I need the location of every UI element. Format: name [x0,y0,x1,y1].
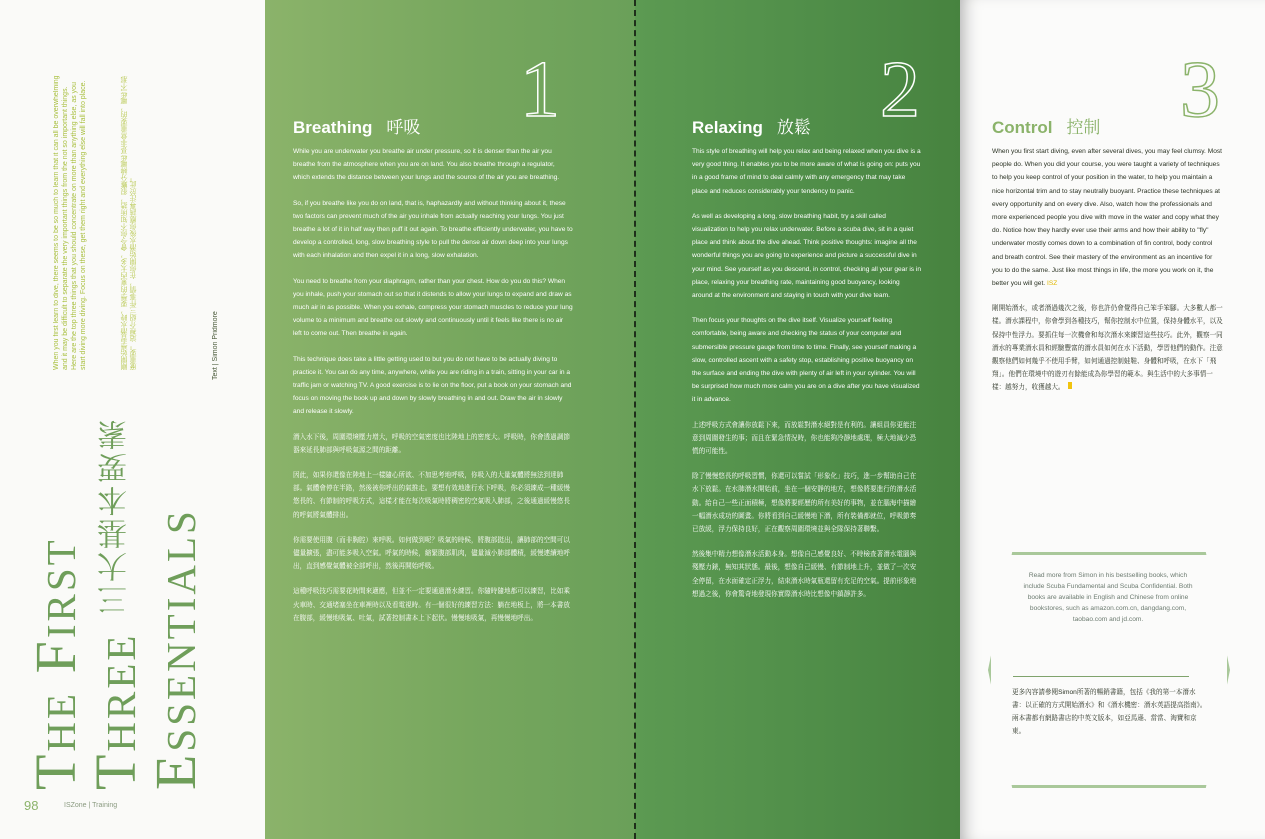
body-paragraph: 這種呼吸技巧需要花時間來適應，但並不一定要通過潛水練習。你隨時隨地都可以練習，比如乘火車時、交通堵塞坐在車裡時以及看電視時。有一個很好的練習方法：躺在地板上，將一本書放在腹部，緩慢地吸氣、吐氣，試著控制書本上下起伏。慢慢地吸氣，再慢慢地呼出。 [293,588,570,622]
feature-title-line: Three [83,632,148,790]
promo-text-zh: 更多內容請參閱Simon所著的暢銷書籍，包括《我的第一本潛水書：以正確的方式開始潛水》和《潛水機密：潛水英語提高指南》。兩本書都有網路書店的中英文版本，如亞馬遜、當當、淘寶和京東。 [1012,689,1207,735]
intro-text-en: When you first learn to dive, there seems to be so much to learn that it can all be overwhelming and it may be difficult to separate the very important things from the not so important things. Here are the top three things that you should concentrate on more than anything else, as you start diving more diving. Focus on these, get them right and everything else will fall into place. [53,75,87,370]
page-number: 98 [24,798,39,813]
body-paragraph: 因此，如果你還像在陸地上一樣隨心所欲、不加思考地呼吸，你吸入的大量氣體將無法到達肺部。氣體會停在半路，然後被你呼出的氣推走。要想有效地進行水下呼吸，你必須練成一種緩慢悠長的、有節制的呼吸方式，這樣才能在每次吸氣時將稠密的空氣吸入肺部，之後通過緩慢悠長的呼氣將氣體排出。 [293,472,570,519]
body-paragraph: So, if you breathe like you do on land, that is, haphazardly and without thinking about it, these two factors can prevent much of the air you inhale from actually reaching your lungs. You just breathe a lot of it in half way then puff it out again. To breathe efficiently underwater, you have to develop a controlled, long, slow breathing style to pull the dense air down deep into your lungs with each inhalation and then expel it in a long, slow exhalation. [293,199,573,260]
section-heading-en: Control [992,118,1053,137]
body-paragraph: While you are underwater you breathe air under pressure, so it is denser than the air you breathe from the atmosphere when you are on land. You also breathe through a regulator, which extends the distance between your lungs and the source of the air you are breathing. [293,148,560,182]
body-paragraph: As well as developing a long, slow breathing habit, try a skill called visualization to help you relax underwater. Before a scuba dive, sit in a quiet place and think about the dive ahead. Think positive thoughts: imagine all the wonderful things you are going to experience and picture a successful dive in your mind. See yourself as you descend, in control, checking all your gear is in place, relaxing your breathing rate, maintaining good buoyancy, looking around at the environment and staying in touch with your dive team. [692,212,922,300]
section-number-2: 2 [880,46,920,134]
intro-text-zh: 剛開始學習潛水時，要學的東西太多，會令你不知所措，很難分辨哪些是非常重要的，哪些不那麼重要。這裡介紹三件事情，在你開始潛水後你應該專注於此。 [121,76,137,370]
body-paragraph: 上述呼吸方式會讓你放鬆下來，而放鬆對潛水絕對是有利的。讓組員你更能注意到周圍發生的事；而且在緊急情況時，你也能夠冷靜地處理，極大地減少恐慌的可能性。 [692,421,917,456]
section-heading-relaxing [692,113,811,138]
body-paragraph: You need to breathe from your diaphragm, rather than your chest. How do you do this? When you inhale, push your stomach out so that it distends to allow your lungs to expand and draw as much air in as possible. When you exhale, compress your stomach muscles to reduce your lung volume to a minimum and breathe out slowly and continuously until it feels like there is no air left to come out. Then breathe in again. [293,277,573,338]
body-paragraph: 除了慢慢悠長的呼吸習慣，你還可以嘗試「形象化」技巧，進一步幫助自己在水下放鬆。在水肺潛水開始前，坐在一個安靜的地方，想像將要進行的潛水活動。給自己一些正面積極，想像將要經歷的所有美好的事物，並在腦海中描繪一幅潛水成功的圖畫。你將看到自己緩慢地下潛，所有裝備都就位，呼吸節奏已放緩，浮力保持良好，正在觀察周圍環境並與全隊保持著聯繫。 [692,473,917,534]
section-heading-zh: 呼吸 [386,118,421,137]
section-heading-en: Relaxing [692,118,763,137]
body-text: When you first start diving, even after several dives, you may feel clumsy. Most people do. When you did your course, you were taught a variety of techniques to help you keep control of your position in the water, to help you maintain a nice horizontal trim and to stay neutrally buoyant. Practice these techniques at every opportunity and on every dive. Also, watch how the professionals and more experienced people you dive with move in the water and copy what they do. Notice how they hardly ever use their arms and how their ability to "fly" underwater mostly comes down to a combination of fin control, body control and breath control. See their mastery of the environment as an incentive for you to do the same. Just like most things in life, the more you work on it, the better you will get. [992,148,1223,288]
page-fold-line [634,0,636,839]
end-mark-label: ISZ [1047,280,1058,288]
relaxing-body [692,145,922,613]
feature-title [23,390,208,790]
end-mark-icon [1068,382,1072,389]
body-paragraph: Then focus your thoughts on the dive itself. Visualize yourself feeling comfortable, being aware and checking the status of your computer and submersible pressure gauge from time to time. Finally, see yourself making a slow, controlled ascent with a safety stop, establishing positive buoyancy on the surface and ending the dive with plenty of air left in your cylinder. You will be surprised how much more calm you are on a dive after you have visualized it in advance. [692,317,920,404]
byline: Text | Simon Pridmore [212,311,219,380]
section-number-3: 3 [1180,46,1220,134]
running-head: ISZone | Training [64,802,118,809]
section-heading-en: Breathing [293,118,373,137]
section-heading-control [992,113,1100,138]
body-text: 剛開始潛水，或者潛過幾次之後，你也許仍會覺得自己笨手笨腳。大多數人都一樣。潛水課程中，你會學到各種技巧，幫你控制水中位置，保持身體水平，以及保持中性浮力。要抓住每一次機會和每次潛水來練習這些技巧。此外，觀察一同潛水的專業潛水員和經驗豐富的潛水員如何在水下活動，學習他們的動作。注意觀察他們如何幾乎不使用手臂，如何通過控制蛙鞋、身體和呼吸，在水下「飛翔」。他們在環境中的遊刃有餘能成為你學習的範本。與生活中的大多事情一樣：越努力，收獲越大。 [992,305,1223,392]
breathing-body [293,145,573,637]
section-heading-breathing [293,113,420,138]
promo-text-en: Read more from Simon in his bestselling books, which include Scuba Fundamental and Scuba Confidential. Both books are available in English and Chinese from online bookstores, such as amazon.com.cn, dangdang.com, taobao.com and jd.com. [1023,572,1193,623]
section-heading-zh: 放鬆 [776,118,811,137]
feature-title-line: Essentials [143,508,208,790]
body-paragraph [992,302,1224,394]
body-paragraph: 然後集中精力想像潛水活動本身。想像自己感覺良好、不時檢查著潛水電腦與殘壓力錶，無知其狀態。最後，想像自己緩慢、有節制地上升，並做了一次安全停留，在水面確定正浮力，結束潛水時氣瓶還留有充足的空氣。提前形象地想過之後，你會驚奇地發現你實際潛水時比想像中鎮靜許多。 [692,551,917,598]
section-heading-zh: 控制 [1066,118,1101,137]
section-number-1: 1 [520,46,560,134]
body-paragraph [992,145,1224,290]
body-paragraph: 潛入水下後，周圍環境壓力增大，呼吸的空氣密度也比陸地上的密度大。呼吸時，你會透過調節器來延長肺部與呼吸氣源之間的距離。 [293,433,570,454]
body-paragraph: This style of breathing will help you relax and being relaxed when you dive is a very good thing. It enables you to be more aware of what is going on: puts you in a good frame of mind to deal calmly with any emergency that may take place and reduces considerably your tendency to panic. [692,148,921,195]
body-paragraph: This technique does take a little getting used to but you do not have to be actually diving to practice it. You can do any time, anywhere, while you are riding in a train, sitting in your car in a traffic jam or watching TV. A good exercise is to lie on the floor, put a book on your stomach and focus on moving the book up and down by slowly breathing in and out. Draw the air in slowly and release it slowly. [293,355,572,416]
feature-title-line: The First [23,537,88,790]
feature-title-zh: 三大基本要素 [99,417,132,616]
control-body [992,145,1224,407]
promo-divider [1013,676,1189,677]
body-paragraph: 你需要使用腹（而非胸腔）來呼吸。如何做到呢？吸氣的時候，將腹部挺出，讓肺部的空間可以儘量擴張，盡可能多吸入空氣。呼氣的時候，縮緊腹部肌肉，儘量減小肺部體積，緩慢連續地呼出，直到感覺氣體被全部呼出，然後再開始呼吸。 [293,536,570,571]
